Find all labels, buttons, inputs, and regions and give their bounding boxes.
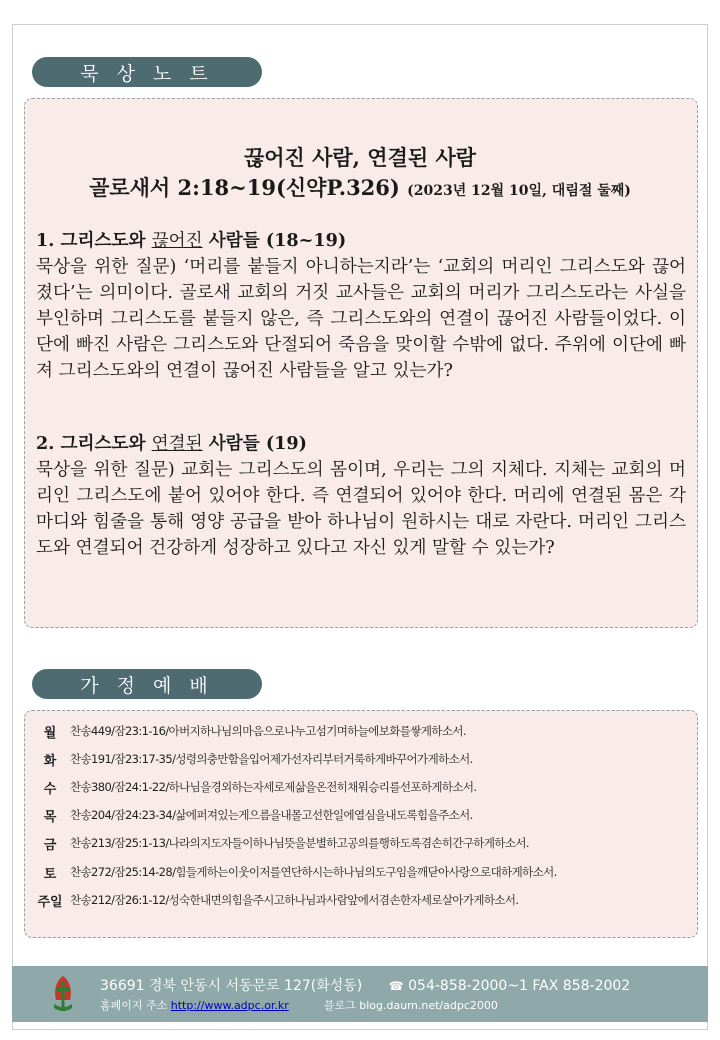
day-label: 금 [43,837,57,853]
footer-address-line [100,975,630,995]
day-label: 월 [43,725,57,741]
worship-row-tuesday [30,747,473,771]
point-1-heading-plain: 그리스도와 [60,230,152,251]
footer-bar [12,966,708,1022]
daily-reading: 찬송449/잠23:1-16/아버지하나님의마음으로나누고섬기며하늘에보화를쌓게하소서. [70,724,466,738]
meditation-title: 끊어진 사람, 연결된 사람 [243,145,477,170]
daily-reading: 찬송204/잠24:23-34/삶에퍼져있는게으름을내몰고선한일에열심을내도록힘을주소서. [70,808,473,822]
worship-row-wednesday [30,775,476,799]
meditation-date: (2023년 12월 10일, 대림절 둘째) [407,183,631,199]
point-2-heading-rest: 사람들 (19) [202,433,307,454]
homepage-label: 홈페이지 주소 [100,999,168,1012]
day-label: 수 [43,781,57,797]
church-phone: 054-858-2000~1 FAX 858-2002 [408,978,631,994]
daily-reading: 찬송191/잠23:17-35/성령의충만함을입어제가선자리부터거룩하게바꾸어가게하소서. [70,752,473,766]
point-2-number: 2. [36,433,61,454]
daily-reading: 찬송213/잠25:1-13/나라의지도자들이하나님뜻을분별하고공의를행하도록겸손히간구하게하소서. [70,836,529,850]
meditation-point-2 [36,431,686,561]
day-label: 토 [43,866,57,882]
point-1-number: 1. [36,230,61,251]
church-address: 36691 경북 안동시 서동문로 127(화성동) [100,978,363,994]
meditation-point-1 [36,228,686,384]
meditation-section-label: 묵 상 노 트 [32,57,262,87]
meditation-subtitle [0,172,720,202]
worship-row-monday [30,719,466,743]
church-cross-logo-icon [50,974,76,1014]
day-label: 화 [43,753,57,769]
worship-row-friday [30,831,529,855]
worship-section-label: 가 정 예 배 [32,669,262,699]
point-1-heading [36,228,686,254]
day-label: 주일 [37,894,63,910]
daily-reading: 찬송272/잠25:14-28/힘들게하는이웃이저를연단하시는하나님의도구임을깨닫아사랑으로대하게하소서. [70,865,557,879]
point-2-heading-underlined: 연결된 [151,434,203,454]
point-2-heading-plain: 그리스도와 [60,433,152,454]
worship-row-sunday [30,888,518,912]
worship-row-thursday [30,803,473,827]
daily-reading: 찬송212/잠26:1-12/성숙한내면의힘을주시고하나님과사람앞에서겸손한자세로살아가게하소서. [70,893,519,907]
worship-row-saturday [30,860,557,884]
blog-link[interactable]: blog.daum.net/adpc2000 [359,999,498,1012]
day-label: 목 [43,809,57,825]
point-1-heading-rest: 사람들 (18~19) [202,230,347,251]
footer-links-line [100,997,498,1013]
point-1-text: 묵상을 위한 질문) ‘머리를 붙들지 아니하는지라’는 ‘교회의 머리인 그리스도와 끊어졌다’는 의미이다. 골로새 교회의 거짓 교사들은 교회의 머리가 그리스도라는 사실을 부인하며 그리스도를 붙들지 않은, 즉 그리스도와의 연결이 끊어진 사람들이었다. 이단에 빠진 사람은 그리스도와 단절되어 죽음을 맞이할 수밖에 없다. 주위에 이단에 빠져 그리스도와의 연결이 끊어진 사람들을 알고 있는가? [36,257,686,381]
point-2-heading [36,431,686,457]
point-1-heading-underlined: 끊어진 [151,231,203,251]
daily-reading: 찬송380/잠24:1-22/하나님을경외하는자세로제삶을온전히채워승리를선포하게하소서. [70,780,477,794]
scripture-reference: 골로새서 2:18~19(신약P.326) [89,175,400,200]
phone-icon: ☎ [388,979,404,993]
blog-label: 블로그 [323,999,356,1012]
homepage-link[interactable]: http://www.adpc.or.kr [170,999,289,1012]
point-2-text: 묵상을 위한 질문) 교회는 그리스도의 몸이며, 우리는 그의 지체다. 지체는 교회의 머리인 그리스도에 붙어 있어야 한다. 즉 연결되어 있어야 한다. 머리에 연결된 몸은 각 마디와 힘줄을 통해 영양 공급을 받아 하나님이 원하시는 대로 자란다. 머리인 그리스도와 연결되어 건강하게 성장하고 있다고 자신 있게 말할 수 있는가? [36,460,686,558]
